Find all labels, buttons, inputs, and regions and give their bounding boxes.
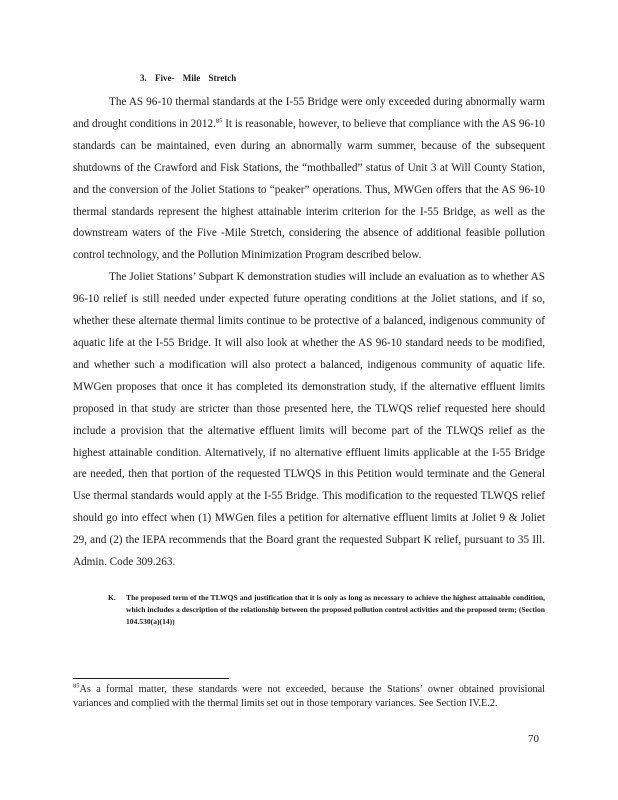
criterion-text: The proposed term of the TLWQS and justification that it is only as long as necessary to achieve the highest attainable condition, which includes a description of the relationship between the proposed pollution control activities and the proposed term; (Section 104.530(a)(14)): [126, 593, 545, 627]
criterion-body: [108, 592, 545, 629]
footnote-text: As a formal matter, these standards were not exceeded, because the Stations’ owner obtained provisional variances and complied with the thermal limits set out in those temporary variances. See Section IV.E.2.: [73, 684, 545, 709]
footnote-reference[interactable]: 85: [215, 117, 223, 125]
criterion-label: K.: [108, 593, 116, 602]
paragraph-2: The Joliet Stations’ Subpart K demonstration studies will include an evaluation as to whether AS 96-10 relief is still needed under expected future operating conditions at the Joliet stations, and if so, whether these alternate thermal limits continue to be protective of a balanced, indigenous community of aquatic life at the I-55 Bridge. It will also look at whether the AS 96-10 standard needs to be modified, and whether such a modification will also protect a balanced, indigenous community of aquatic life. MWGen proposes that once it has completed its demonstration study, if the alternative effluent limits proposed in that study are stricter than those presented here, the TLWQS relief requested here should include a provision that the alternative effluent limits will become part of the TLWQS relief as the highest attainable condition. Alternatively, if no alternative effluent limits applicable at the I-55 Bridge are needed, then that portion of the requested TLWQS in this Petition would terminate and the General Use thermal standards would apply at the I-55 Bridge. This modification to the requested TLWQS relief should go into effect when (1) MWGen files a petition for alternative effluent limits at Joliet 9 & Joliet 29, and (2) the IEPA recommends that the Board grant the requested Subpart K relief, pursuant to 35 Ill. Admin. Code 309.263.: [73, 271, 545, 569]
footnote-number: 85: [73, 682, 80, 690]
page-number: 70: [528, 733, 539, 745]
paragraph-1-text-a: The AS 96-10 thermal standards at the I-55 Bridge were only exceeded during abnormally warm and drought conditions in 2012.: [73, 96, 545, 130]
body-text: [73, 92, 545, 574]
section-heading: 3. Five- Mile Stretch: [140, 73, 237, 83]
paragraph-1: [73, 92, 545, 267]
paragraph-1-text-b: It is reasonable, however, to believe that compliance with the AS 96-10 standards can be maintained, even during an abnormally warm summer, because of the subsequent shutdowns of the Crawford and Fisk Stations, the “mothballed” status of Unit 3 at Will County Station, and the conversion of the Joliet Stations to “peaker” operations. Thus, MWGen offers that the AS 96-10 thermal standards represent the highest attainable interim criterion for the I-55 Bridge, as well as the downstream waters of the Five -Mile Stretch, considering the absence of additional feasible pollution control technology, and the Pollution Minimization Program described below.: [73, 117, 545, 262]
footnote: [73, 683, 545, 710]
criterion-item: [108, 592, 545, 629]
footnote-separator: [73, 678, 229, 679]
